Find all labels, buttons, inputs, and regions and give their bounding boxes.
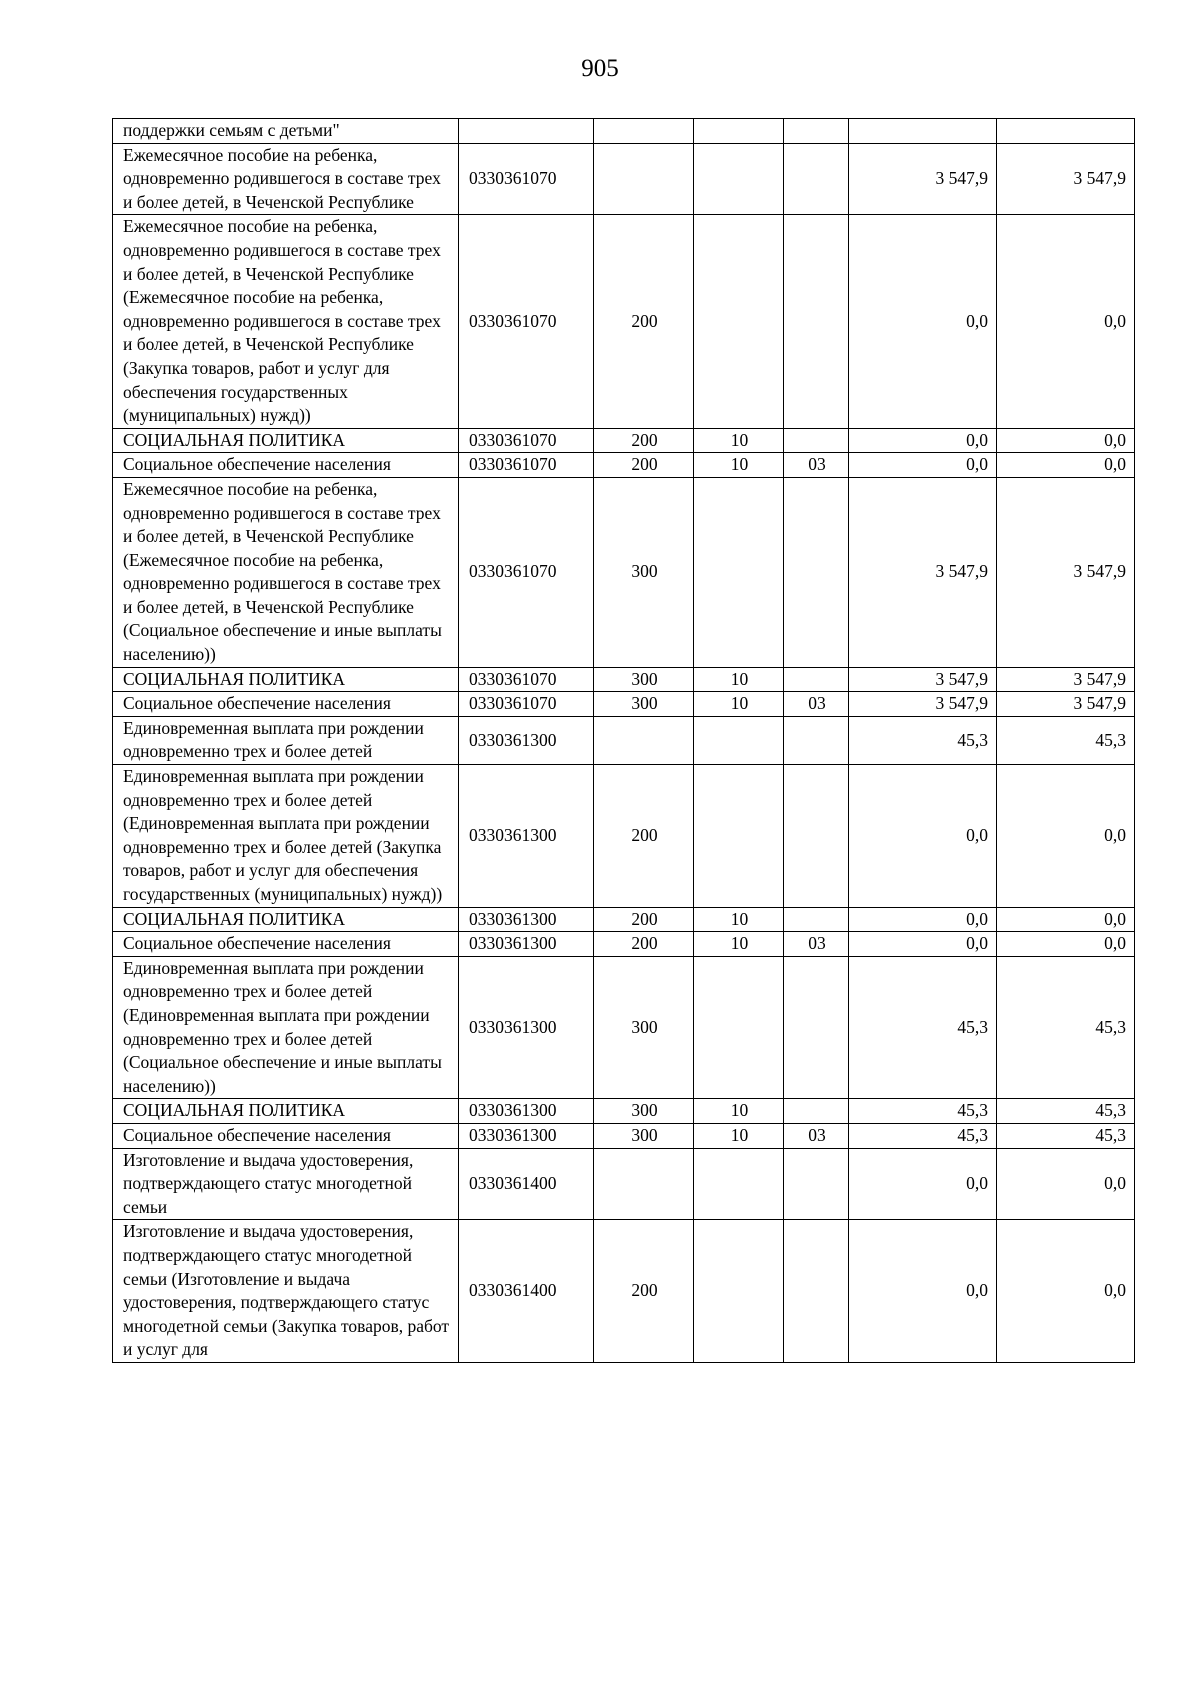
target-article-code-cell: 0330361300 <box>459 932 594 957</box>
table-row <box>113 765 1135 908</box>
budget-table <box>112 118 1135 1363</box>
section-code-cell: 10 <box>694 667 784 692</box>
target-article-code-cell: 0330361070 <box>459 143 594 215</box>
amount-first-year-cell <box>849 119 997 144</box>
section-code-cell <box>694 956 784 1099</box>
amount-first-year-cell: 45,3 <box>849 1123 997 1148</box>
subsection-code-cell <box>784 215 849 428</box>
table-row <box>113 932 1135 957</box>
item-name-cell: Ежемесячное пособие на ребенка, одновременно родившегося в составе трех и более детей, в Чеченской Республике (Ежемесячное пособие на ребенка, одновременно родившегося в составе трех и более детей, в Чеченской Республике (Социальное обеспечение и иные выплаты населению)) <box>113 477 459 667</box>
item-name-cell: Социальное обеспечение населения <box>113 932 459 957</box>
amount-second-year-cell: 45,3 <box>997 716 1135 764</box>
expense-kind-cell: 200 <box>594 453 694 478</box>
expense-kind-cell: 200 <box>594 765 694 908</box>
table-row <box>113 428 1135 453</box>
amount-second-year-cell: 3 547,9 <box>997 667 1135 692</box>
amount-first-year-cell: 0,0 <box>849 907 997 932</box>
target-article-code-cell: 0330361070 <box>459 215 594 428</box>
table-row <box>113 956 1135 1099</box>
section-code-cell: 10 <box>694 907 784 932</box>
subsection-code-cell: 03 <box>784 453 849 478</box>
amount-second-year-cell: 3 547,9 <box>997 477 1135 667</box>
target-article-code-cell: 0330361300 <box>459 1123 594 1148</box>
item-name-cell: Ежемесячное пособие на ребенка, одновременно родившегося в составе трех и более детей, в Чеченской Республике (Ежемесячное пособие на ребенка, одновременно родившегося в составе трех и более детей, в Чеченской Республике (Закупка товаров, работ и услуг для обеспечения государственных (муниципальных) нужд)) <box>113 215 459 428</box>
amount-second-year-cell: 0,0 <box>997 932 1135 957</box>
amount-second-year-cell: 0,0 <box>997 428 1135 453</box>
expense-kind-cell: 300 <box>594 667 694 692</box>
target-article-code-cell <box>459 119 594 144</box>
item-name-cell: Изготовление и выдача удостоверения, подтверждающего статус многодетной семьи (Изготовление и выдача удостоверения, подтверждающего статус многодетной семьи (Закупка товаров, работ и услуг для <box>113 1220 459 1363</box>
subsection-code-cell <box>784 428 849 453</box>
section-code-cell <box>694 716 784 764</box>
target-article-code-cell: 0330361070 <box>459 453 594 478</box>
section-code-cell <box>694 1220 784 1363</box>
subsection-code-cell <box>784 143 849 215</box>
item-name-cell: СОЦИАЛЬНАЯ ПОЛИТИКА <box>113 667 459 692</box>
expense-kind-cell <box>594 119 694 144</box>
amount-second-year-cell: 45,3 <box>997 1123 1135 1148</box>
page-number: 905 <box>581 55 619 82</box>
expense-kind-cell: 300 <box>594 1099 694 1124</box>
amount-first-year-cell: 3 547,9 <box>849 692 997 717</box>
subsection-code-cell: 03 <box>784 932 849 957</box>
table-row <box>113 1220 1135 1363</box>
expense-kind-cell: 200 <box>594 932 694 957</box>
expense-kind-cell <box>594 143 694 215</box>
target-article-code-cell: 0330361300 <box>459 956 594 1099</box>
expense-kind-cell: 300 <box>594 956 694 1099</box>
target-article-code-cell: 0330361070 <box>459 692 594 717</box>
amount-first-year-cell: 0,0 <box>849 428 997 453</box>
amount-first-year-cell: 0,0 <box>849 765 997 908</box>
amount-second-year-cell: 0,0 <box>997 215 1135 428</box>
subsection-code-cell <box>784 1148 849 1220</box>
item-name-cell: Социальное обеспечение населения <box>113 1123 459 1148</box>
subsection-code-cell <box>784 477 849 667</box>
target-article-code-cell: 0330361400 <box>459 1148 594 1220</box>
expense-kind-cell: 300 <box>594 477 694 667</box>
section-code-cell: 10 <box>694 1123 784 1148</box>
subsection-code-cell <box>784 956 849 1099</box>
item-name-cell: поддержки семьям с детьми" <box>113 119 459 144</box>
target-article-code-cell: 0330361300 <box>459 1099 594 1124</box>
item-name-cell: СОЦИАЛЬНАЯ ПОЛИТИКА <box>113 428 459 453</box>
amount-first-year-cell: 45,3 <box>849 1099 997 1124</box>
amount-first-year-cell: 3 547,9 <box>849 143 997 215</box>
section-code-cell: 10 <box>694 453 784 478</box>
section-code-cell <box>694 1148 784 1220</box>
item-name-cell: Социальное обеспечение населения <box>113 692 459 717</box>
amount-first-year-cell: 45,3 <box>849 956 997 1099</box>
section-code-cell <box>694 143 784 215</box>
amount-first-year-cell: 45,3 <box>849 716 997 764</box>
subsection-code-cell <box>784 907 849 932</box>
item-name-cell: Единовременная выплата при рождении одновременно трех и более детей <box>113 716 459 764</box>
section-code-cell <box>694 215 784 428</box>
amount-second-year-cell: 0,0 <box>997 907 1135 932</box>
table-body <box>113 119 1135 1363</box>
subsection-code-cell <box>784 667 849 692</box>
amount-second-year-cell: 0,0 <box>997 1148 1135 1220</box>
table-row <box>113 119 1135 144</box>
amount-first-year-cell: 0,0 <box>849 1220 997 1363</box>
expense-kind-cell: 200 <box>594 1220 694 1363</box>
table-row <box>113 1099 1135 1124</box>
section-code-cell <box>694 119 784 144</box>
target-article-code-cell: 0330361300 <box>459 907 594 932</box>
target-article-code-cell: 0330361300 <box>459 765 594 908</box>
amount-second-year-cell: 0,0 <box>997 1220 1135 1363</box>
table-row <box>113 215 1135 428</box>
table-row <box>113 1148 1135 1220</box>
table-row <box>113 907 1135 932</box>
expense-kind-cell: 300 <box>594 692 694 717</box>
amount-second-year-cell: 45,3 <box>997 1099 1135 1124</box>
amount-first-year-cell: 3 547,9 <box>849 667 997 692</box>
target-article-code-cell: 0330361070 <box>459 428 594 453</box>
item-name-cell: Ежемесячное пособие на ребенка, одновременно родившегося в составе трех и более детей, в Чеченской Республике <box>113 143 459 215</box>
subsection-code-cell <box>784 1220 849 1363</box>
table-row <box>113 1123 1135 1148</box>
subsection-code-cell <box>784 1099 849 1124</box>
subsection-code-cell <box>784 119 849 144</box>
target-article-code-cell: 0330361070 <box>459 477 594 667</box>
amount-first-year-cell: 3 547,9 <box>849 477 997 667</box>
expense-kind-cell: 200 <box>594 428 694 453</box>
table-row <box>113 716 1135 764</box>
item-name-cell: Социальное обеспечение населения <box>113 453 459 478</box>
amount-second-year-cell: 0,0 <box>997 765 1135 908</box>
amount-second-year-cell: 0,0 <box>997 453 1135 478</box>
subsection-code-cell <box>784 765 849 908</box>
section-code-cell: 10 <box>694 932 784 957</box>
table-row <box>113 143 1135 215</box>
amount-second-year-cell <box>997 119 1135 144</box>
section-code-cell: 10 <box>694 692 784 717</box>
amount-second-year-cell: 3 547,9 <box>997 692 1135 717</box>
expense-kind-cell: 200 <box>594 907 694 932</box>
expense-kind-cell <box>594 716 694 764</box>
amount-first-year-cell: 0,0 <box>849 453 997 478</box>
item-name-cell: СОЦИАЛЬНАЯ ПОЛИТИКА <box>113 1099 459 1124</box>
table-row <box>113 692 1135 717</box>
amount-second-year-cell: 3 547,9 <box>997 143 1135 215</box>
amount-first-year-cell: 0,0 <box>849 1148 997 1220</box>
expense-kind-cell <box>594 1148 694 1220</box>
table-row <box>113 453 1135 478</box>
section-code-cell: 10 <box>694 1099 784 1124</box>
expense-kind-cell: 300 <box>594 1123 694 1148</box>
amount-first-year-cell: 0,0 <box>849 215 997 428</box>
section-code-cell <box>694 477 784 667</box>
table-row <box>113 477 1135 667</box>
amount-first-year-cell: 0,0 <box>849 932 997 957</box>
subsection-code-cell <box>784 716 849 764</box>
item-name-cell: СОЦИАЛЬНАЯ ПОЛИТИКА <box>113 907 459 932</box>
table-row <box>113 667 1135 692</box>
section-code-cell <box>694 765 784 908</box>
subsection-code-cell: 03 <box>784 692 849 717</box>
subsection-code-cell: 03 <box>784 1123 849 1148</box>
item-name-cell: Единовременная выплата при рождении одновременно трех и более детей (Единовременная выплата при рождении одновременно трех и более детей (Закупка товаров, работ и услуг для обеспечения государственных (муниципальных) нужд)) <box>113 765 459 908</box>
expense-kind-cell: 200 <box>594 215 694 428</box>
target-article-code-cell: 0330361070 <box>459 667 594 692</box>
amount-second-year-cell: 45,3 <box>997 956 1135 1099</box>
section-code-cell: 10 <box>694 428 784 453</box>
target-article-code-cell: 0330361300 <box>459 716 594 764</box>
item-name-cell: Единовременная выплата при рождении одновременно трех и более детей (Единовременная выплата при рождении одновременно трех и более детей (Социальное обеспечение и иные выплаты населению)) <box>113 956 459 1099</box>
item-name-cell: Изготовление и выдача удостоверения, подтверждающего статус многодетной семьи <box>113 1148 459 1220</box>
target-article-code-cell: 0330361400 <box>459 1220 594 1363</box>
